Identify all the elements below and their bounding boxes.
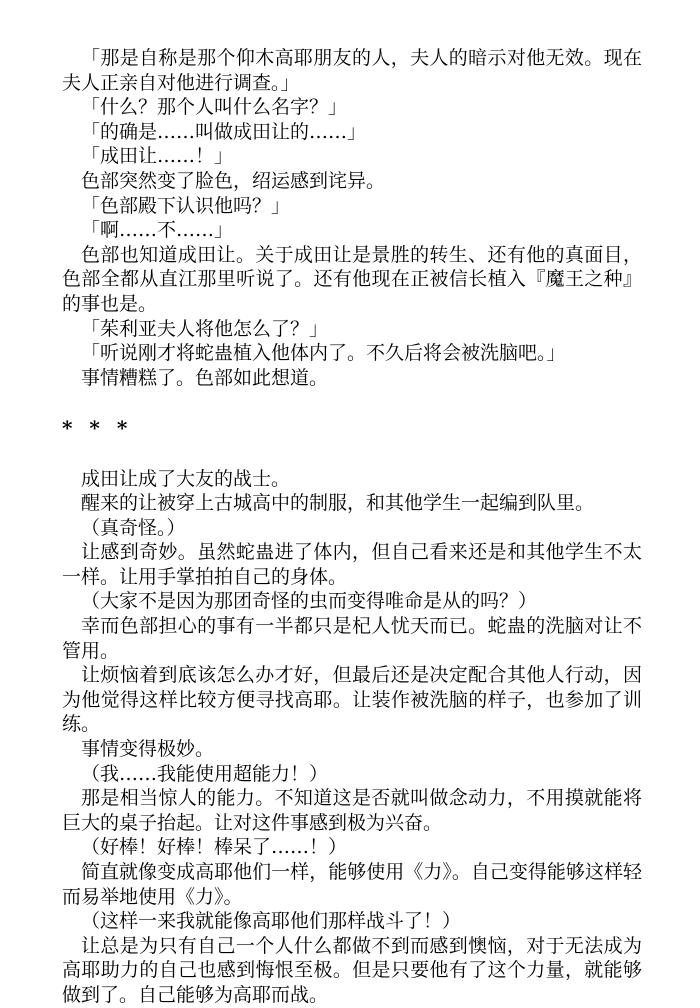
paragraph: 简直就像变成高耶他们一样，能够使用《力》。自己变得能够这样轻而易举地使用《力》。 (62, 861, 642, 908)
paragraph: （大家不是因为那团奇怪的虫而变得唯命是从的吗？） (81, 590, 538, 613)
paragraph: 醒来的让被穿上古城高中的制服，和其他学生一起编到队里。 (81, 492, 595, 515)
top-margin (62, 0, 642, 46)
paragraph: 那是相当惊人的能力。不知道这是否就叫做念动力，不用摸就能将巨大的桌子抬起。让对这件事感到极为兴奋。 (62, 787, 642, 834)
section-separator: * * * (62, 415, 133, 440)
paragraph: 让烦恼着到底该怎么办才好，但最后还是决定配合其他人行动，因为他觉得这样比较方便寻找高耶。让装作被洗脑的样子，也参加了训练。 (62, 664, 642, 736)
paragraph: 「成田让……！」 (81, 145, 234, 168)
paragraph: 事情糟糕了。色部如此想道。 (81, 366, 329, 389)
paragraph: 成田让成了大友的战士。 (81, 467, 291, 490)
paragraph: 色部突然变了脸色，绍运感到诧异。 (81, 169, 386, 192)
paragraph: （好棒！好棒！棒呆了……！） (81, 836, 348, 859)
section-two (62, 467, 642, 1008)
paragraph: （我……我能使用超能力！） (81, 762, 329, 785)
paragraph: 「啊……不……」 (81, 219, 234, 242)
paragraph: 让总是为只有自己一个人什么都做不到而感到懊恼，对于无法成为高耶助力的自己也感到悔恨至极。但是只要他有了这个力量，就能够做到了。自己能够为高耶而战。 (62, 934, 642, 1006)
spacer (62, 390, 642, 415)
paragraph: 幸而色部担心的事有一半都只是杞人忧天而已。蛇蛊的洗脑对让不管用。 (62, 615, 642, 662)
paragraph: （这样一来我就能像高耶他们那样战斗了！） (81, 910, 462, 933)
paragraph: 让感到奇妙。虽然蛇蛊进了体内，但自己看来还是和其他学生不太一样。让用手掌拍拍自己的身体。 (62, 541, 642, 588)
paragraph: （真奇怪。） (81, 516, 186, 539)
paragraph: 「听说刚才将蛇蛊植入他体内了。不久后将会被洗脑吧。」 (81, 342, 566, 365)
paragraph: 「的确是……叫做成田让的……」 (81, 120, 367, 143)
section-one (62, 46, 642, 390)
paragraph: 「什么？那个人叫什么名字？」 (81, 96, 348, 119)
paragraph: 「那是自称是那个仰木高耶朋友的人，夫人的暗示对他无效。现在夫人正亲自对他进行调查。」 (62, 47, 642, 94)
paragraph: 「色部殿下认识他吗？」 (81, 194, 291, 217)
paragraph: 事情变得极妙。 (81, 738, 215, 761)
paragraph: 色部也知道成田让。关于成田让是景胜的转生、还有他的真面目，色部全都从直江那里听说了。还有他现在正被信长植入『魔王之种』的事也是。 (62, 243, 642, 315)
paragraph: 「茱利亚夫人将他怎么了？」 (81, 317, 329, 340)
spacer (62, 442, 642, 467)
